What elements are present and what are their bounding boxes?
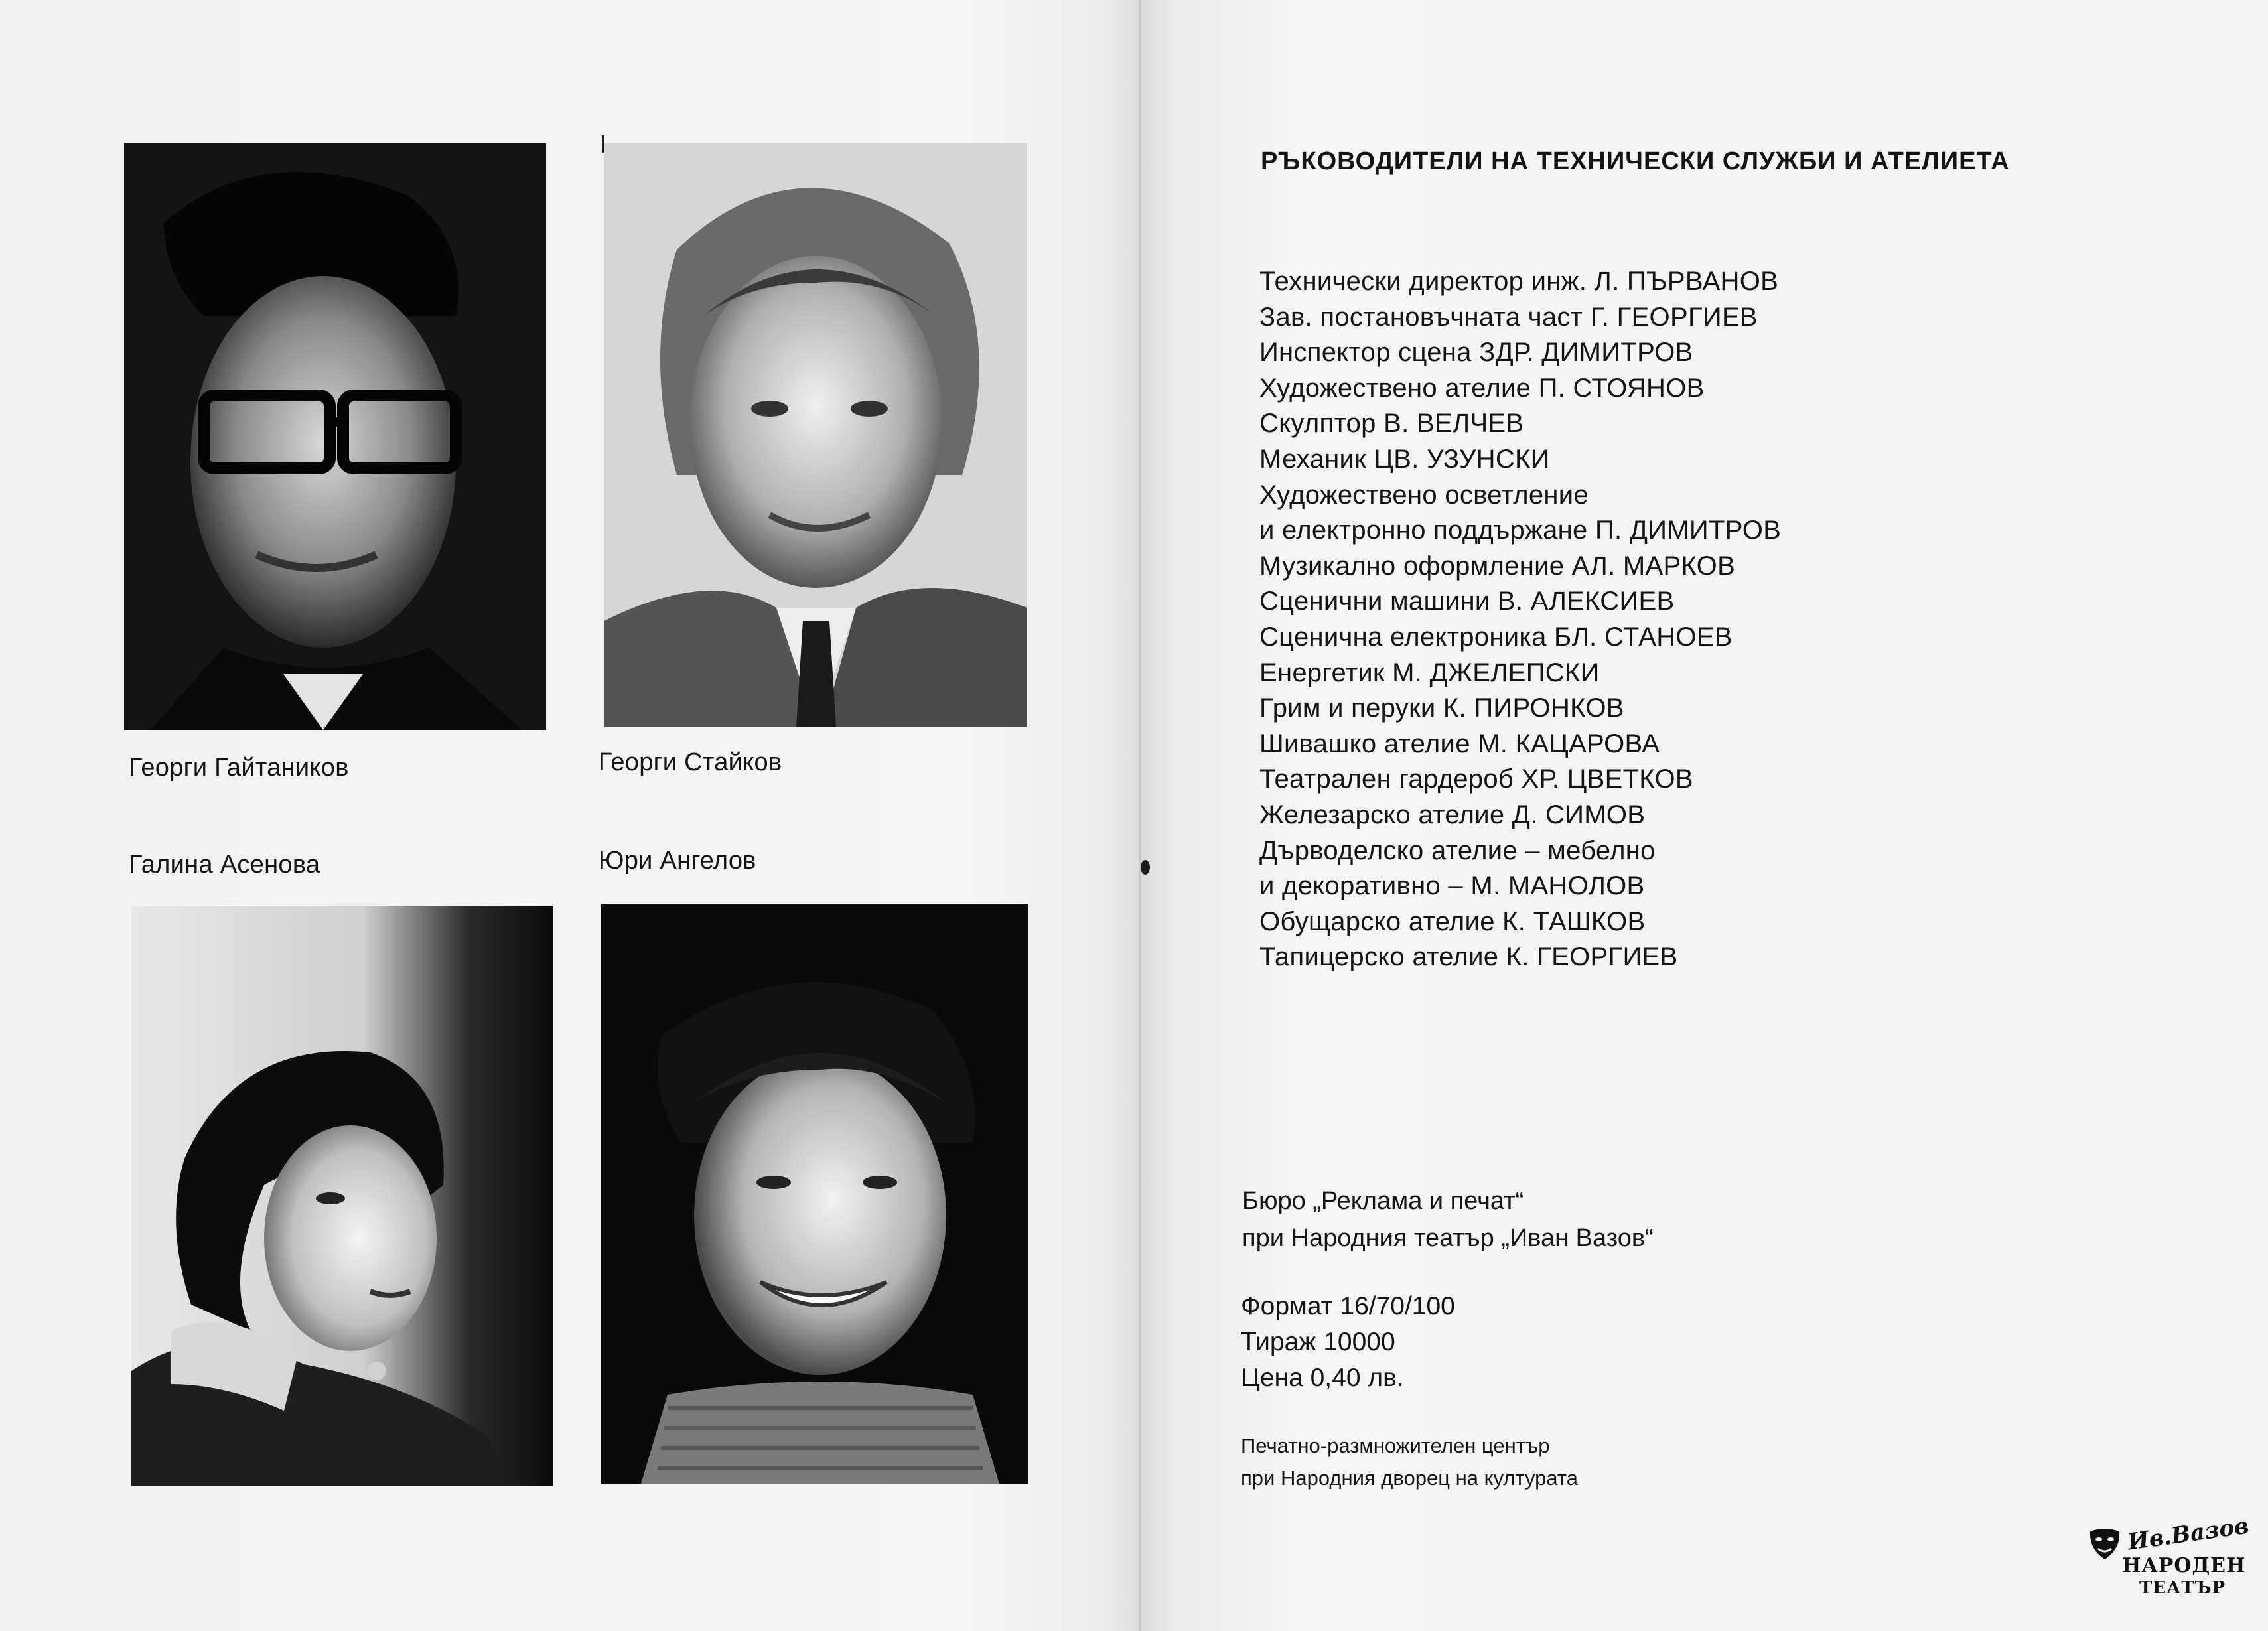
staff-line: и електронно поддържане П. ДИМИТРОВ [1259, 516, 1782, 545]
staff-list [1259, 264, 1781, 975]
staff-line: Художествено осветление [1259, 480, 1589, 510]
bureau-line-2: при Народния театър „Иван Вазов“ [1242, 1224, 1654, 1252]
staff-line: и декоративно – М. МАНОЛОВ [1259, 871, 1645, 901]
page-heading: РЪКОВОДИТЕЛИ НА ТЕХНИЧЕСКИ СЛУЖБИ И АТЕЛИЕТА [1261, 147, 2010, 175]
theatre-logo [2085, 1512, 2251, 1607]
portrait-caption-3: Галина Асенова [129, 851, 320, 879]
bureau-credit [1242, 1182, 1654, 1257]
imprint-price: Цена 0,40 лв. [1241, 1364, 1404, 1392]
portrait-man-long-hair-icon [604, 143, 1027, 727]
staff-line: Железарско ателие Д. СИМОВ [1259, 800, 1646, 829]
portrait-man-glasses-icon [124, 143, 546, 730]
portrait-woman-short-hair-icon [131, 906, 553, 1486]
center-fold [1139, 0, 1141, 1631]
portrait-caption-4: Юри Ангелов [599, 847, 756, 875]
staff-line: Механик ЦВ. УЗУНСКИ [1259, 444, 1550, 474]
portrait-man-smiling-icon [601, 904, 1028, 1484]
staff-line: Театрален гардероб ХР. ЦВЕТКОВ [1259, 764, 1693, 794]
staff-line: Скулптор В. ВЕЛЧЕВ [1259, 409, 1524, 439]
portrait-caption-1: Георги Гайтаников [129, 754, 349, 782]
staff-line: Технически директор инж. Л. ПЪРВАНОВ [1259, 267, 1779, 296]
imprint-print-run: Тираж 10000 [1241, 1328, 1395, 1356]
printer-credit [1241, 1429, 1578, 1494]
staff-line: Музикално оформление АЛ. МАРКОВ [1259, 551, 1736, 581]
theatre-mask-icon [2086, 1525, 2123, 1562]
staff-line: Шивашко ателие М. КАЦАРОВА [1259, 729, 1660, 758]
imprint-block [1241, 1289, 1455, 1396]
staff-line: Сценични машини В. АЛЕКСИЕВ [1259, 587, 1675, 616]
staff-line: Грим и перуки К. ПИРОНКОВ [1259, 693, 1624, 723]
portrait-caption-2: Георги Стайков [599, 748, 782, 776]
staff-line: Обущарско ателие К. ТАШКОВ [1259, 906, 1646, 936]
printer-line-2: при Народния дворец на културата [1241, 1466, 1578, 1490]
portrait-photo-4 [601, 904, 1028, 1484]
staple-hole [1141, 860, 1150, 875]
logo-line-2: ТЕАТЪР [2139, 1578, 2226, 1598]
portrait-photo-1 [124, 143, 546, 730]
staff-line: Художествено ателие П. СТОЯНОВ [1259, 373, 1705, 403]
staff-line: Сценична електроника БЛ. СТАНОЕВ [1259, 622, 1733, 652]
staff-line: Инспектор сцена ЗДР. ДИМИТРОВ [1259, 338, 1693, 368]
imprint-format: Формат 16/70/100 [1241, 1292, 1455, 1320]
bureau-line-1: Бюро „Реклама и печат“ [1242, 1187, 1524, 1215]
portrait-photo-3 [131, 906, 553, 1486]
staff-line: Тапицерско ателие К. ГЕОРГИЕВ [1259, 942, 1678, 972]
staff-line: Зав. постановъчната част Г. ГЕОРГИЕВ [1259, 302, 1758, 332]
staff-line: Енергетик М. ДЖЕЛЕПСКИ [1259, 658, 1600, 687]
staff-line: Дърводелско ателие – мебелно [1259, 835, 1656, 865]
portrait-photo-2 [604, 143, 1027, 727]
logo-script: Ив.Вазов [2126, 1512, 2251, 1556]
printer-line-1: Печатно-размножителен център [1241, 1434, 1550, 1457]
logo-line-1: НАРОДЕН [2122, 1554, 2246, 1577]
